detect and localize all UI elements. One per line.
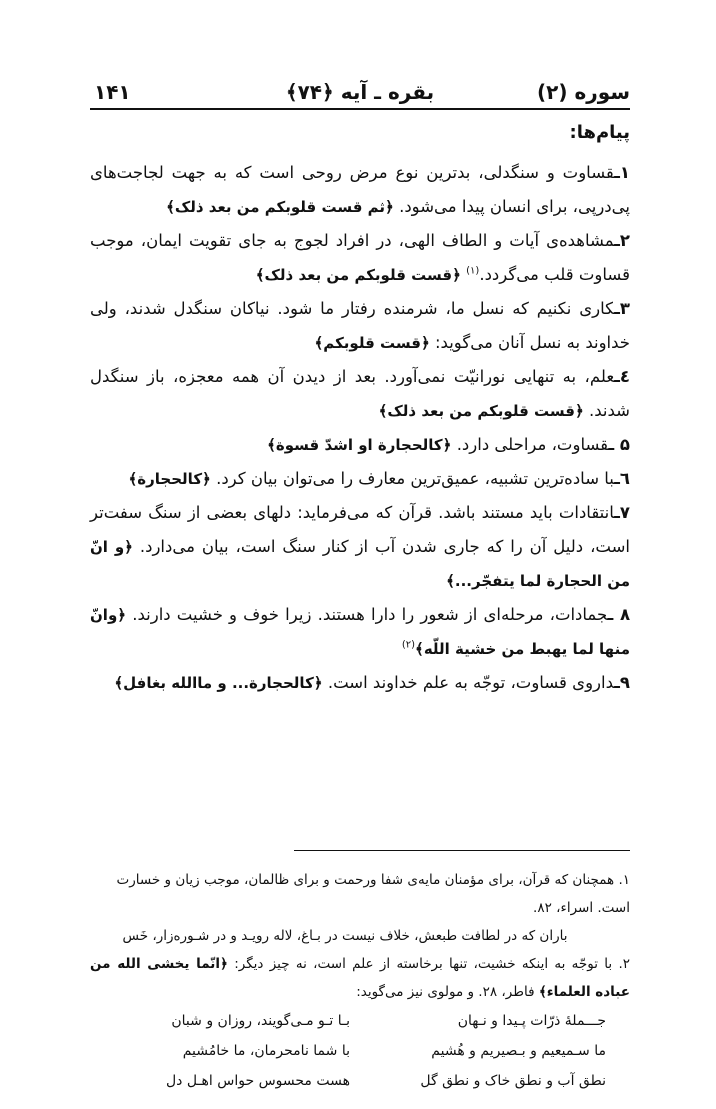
footnote-1-verse: باران که در لطافت طبعش، خلاف نیست در بـاغ، لاله رویـد و در شـوره‌زار، خَس: [122, 928, 568, 944]
quran-quote: ﴿وانّ منها لما یهبط من خشیة اللّه﴾: [90, 606, 630, 658]
message-item: [90, 292, 630, 360]
item-text: انتقادات باید مستند باشد. قرآن که می‌فرماید: دلهای بعضی از سنگ سفت‌تر است، دلیل آن را که جاری شدن آب از کنار سنگ است، بیان می‌دارد.: [90, 503, 631, 556]
item-text: قساوت، مراحلی دارد.: [456, 435, 609, 454]
poem-hemistich-1: نطق آب و نطق خاک و نطق گل: [420, 1073, 606, 1089]
footnotes: [90, 866, 630, 1006]
item-text: کاری نکنیم که نسل ما، شرمنده رفتار ما شود. نیاکان سنگدل شدند، ولی خداوند به نسل آنان می‌گوید:: [90, 299, 630, 352]
footnote-2-ayah: ﴿انّما یخشی الله من عباده العلماء﴾: [90, 956, 630, 1000]
footnote-2-text: ۲. با توجّه به اینکه خشیت، تنها برخاسته از علم است، نه چیز دیگر:: [234, 956, 630, 972]
poem-couplet: [90, 1066, 630, 1096]
poem-hemistich-1: جـــملهٔ ذرّات پـیدا و نـهان: [457, 1013, 606, 1029]
quran-quote: ﴿قست قلوبکم من بعد ذلک﴾: [378, 402, 584, 420]
messages-heading: پیام‌ها:: [569, 122, 630, 143]
item-number: ۳ـ: [614, 299, 630, 318]
item-number: ۱ـ: [614, 163, 630, 182]
item-number: ٤ـ: [614, 367, 630, 386]
poem-hemistich-2: بـا تـو مـی‌گویند، روزان و شبان: [171, 1013, 350, 1029]
quran-quote: ﴿قست قلوبکم﴾: [314, 334, 430, 352]
page-number: ۱۴۱: [94, 80, 131, 104]
quran-quote: ﴿کالحجارة﴾: [128, 470, 211, 488]
item-text: مشاهده‌ی آیات و الطاف الهی، در افراد لجوج به جای تقویت ایمان، موجب قساوت قلب می‌گردد.: [90, 231, 630, 284]
item-text: جمادات، مرحله‌ای از شعور را دارا هستند. زیرا خوف و خشیت دارند.: [132, 605, 608, 624]
quran-quote: ﴿ثم قست قلوبکم من بعد ذلک﴾: [166, 198, 394, 216]
footnote-1-line-2: است. اسراء، ۸۲.: [533, 900, 630, 916]
poem-couplet: [90, 1036, 630, 1066]
quran-quote: ﴿و انّ من الحجارة لما یتفجّر...﴾: [90, 538, 630, 590]
poem-couplet: [90, 1006, 630, 1036]
item-number: ۲ـ: [614, 231, 630, 250]
item-number: ۹ـ: [614, 673, 630, 692]
item-number: ۵ ـ: [608, 435, 630, 454]
item-text: داروی قساوت، توجّه به علم خداوند است.: [327, 673, 615, 692]
message-item: [90, 360, 630, 428]
item-number: ٦ـ: [614, 469, 630, 488]
quran-quote: ﴿کالحجارة... و ماالله بغافل﴾: [114, 674, 323, 692]
surah-label: سوره (۲): [537, 80, 630, 104]
message-item: [90, 224, 630, 292]
message-item: [90, 462, 630, 496]
message-item: [90, 666, 630, 700]
poem-hemistich-2: با شما نامحرمان، ما خامُشیم: [182, 1043, 350, 1059]
footnote-ref[interactable]: (۱): [466, 265, 480, 277]
ayah-reference: بقره ـ آیه ﴿۷۴﴾: [285, 80, 435, 104]
poem-hemistich-1: ما سـمیعیم و بـصیریم و هُشیم: [431, 1043, 606, 1059]
item-text: با ساده‌ترین تشبیه، عمیق‌ترین معارف را می‌توان بیان کرد.: [216, 469, 615, 488]
message-item: [90, 598, 630, 666]
message-item: [90, 428, 630, 462]
message-item: [90, 496, 630, 598]
item-number: ۷ـ: [614, 503, 630, 522]
footnote-divider: [294, 850, 630, 851]
footnote-ref[interactable]: (۲): [401, 639, 416, 651]
footnote-2: [90, 950, 630, 1006]
quran-quote: ﴿کالحجارة او اشدّ قسوة﴾: [267, 436, 452, 454]
item-number: ۸ ـ: [607, 605, 631, 624]
item-text: علم، به تنهایی نورانیّت نمی‌آورد. بعد از دیدن آن همه معجزه، باز سنگدل شدند.: [90, 367, 630, 420]
footnote-1-line-1: ۱. همچنان که قرآن، برای مؤمنان مایه‌ی شفا ورحمت و برای ظالمان، موجب زیان و خسارت: [116, 872, 630, 888]
message-item: [90, 156, 630, 224]
quran-quote: ﴿قست قلوبکم من بعد ذلک﴾: [255, 266, 461, 284]
page-header: [90, 78, 630, 110]
poem: [90, 1006, 630, 1096]
messages-list: [90, 156, 630, 700]
item-text: قساوت و سنگدلی، بدترین نوع مرض روحی است که به جهت لجاجت‌های پی‌درپی، برای انسان پیدا می‌شود.: [90, 163, 630, 216]
footnote-2-rest: فاطر، ۲۸. و مولوی نیز می‌گوید:: [356, 984, 535, 1000]
poem-hemistich-2: هست محسوس حواس اهـل دل: [165, 1073, 350, 1089]
